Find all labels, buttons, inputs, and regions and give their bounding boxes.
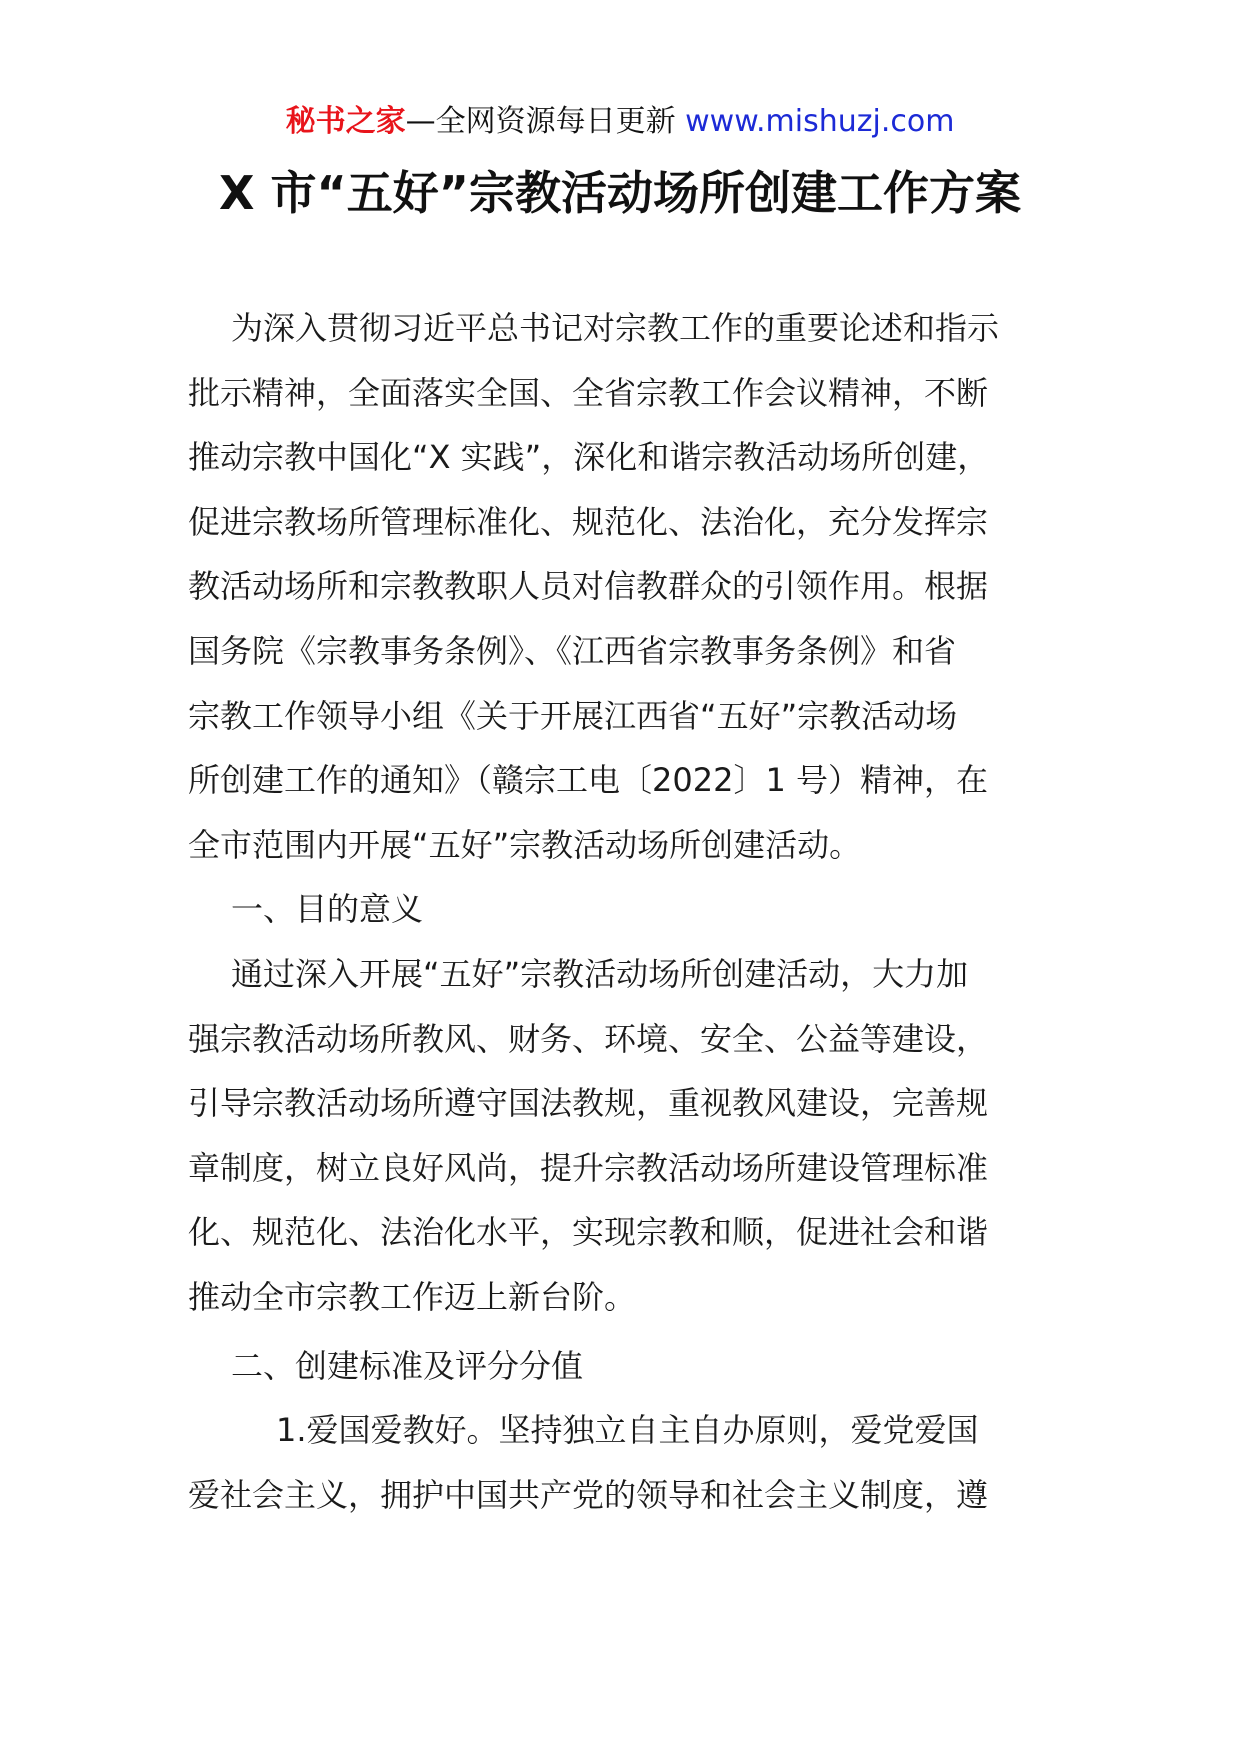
document-title: X 市“五好”宗教活动场所创建工作方案 [219,166,1021,220]
paragraph-line: 化、规范化、法治化水平，实现宗教和顺，促进社会和谐 [188,1213,989,1252]
document-body [188,296,1068,1527]
section-heading: 二、创建标准及评分分值 [231,1346,584,1385]
paragraph-line: 所创建工作的通知》（赣宗工电〔2022〕1 号）精神，在 [188,761,988,800]
paragraph-line: 强宗教活动场所教风、财务、环境、安全、公益等建设， [188,1019,989,1058]
brand-name: 秘书之家 [285,104,406,139]
paragraph-line: 国务院《宗教事务条例》、《江西省宗教事务条例》和省 [188,631,957,670]
paragraph-line: 推动全市宗教工作迈上新台阶。 [188,1277,637,1316]
paragraph-line: 1.爱国爱教好。坚持独立自主自办原则，爱党爱国 [276,1411,979,1450]
paragraph-line: 促进宗教场所管理标准化、规范化、法治化，充分发挥宗 [188,502,989,541]
paragraph-line: 通过深入开展“五好”宗教活动场所创建活动，大力加 [231,954,969,993]
paragraph-line: 爱社会主义，拥护中国共产党的领导和社会主义制度，遵 [188,1475,989,1514]
paragraph-line: 宗教工作领导小组《关于开展江西省“五好”宗教活动场 [188,696,958,735]
paragraph-line: 为深入贯彻习近平总书记对宗教工作的重要论述和指示 [231,309,1000,347]
paragraph-line: 全市范围内开展“五好”宗教活动场所创建活动。 [188,825,862,864]
section-heading: 一、目的意义 [231,890,424,929]
banner-slogan: —全网资源每日更新 [405,104,676,139]
site-url-link[interactable]: www.mishuzj.com [685,104,955,139]
paragraph-line: 教活动场所和宗教教职人员对信教群众的引领作用。根据 [188,567,989,606]
paragraph-line: 批示精神，全面落实全国、全省宗教工作会议精神，不断 [188,373,989,412]
paragraph-line: 引导宗教活动场所遵守国法教规，重视教风建设，完善规 [188,1084,989,1123]
paragraph-line: 章制度，树立良好风尚，提升宗教活动场所建设管理标准 [188,1148,989,1187]
site-banner [0,100,1240,144]
paragraph-line: 推动宗教中国化“X 实践”，深化和谐宗教活动场所创建， [188,438,990,477]
